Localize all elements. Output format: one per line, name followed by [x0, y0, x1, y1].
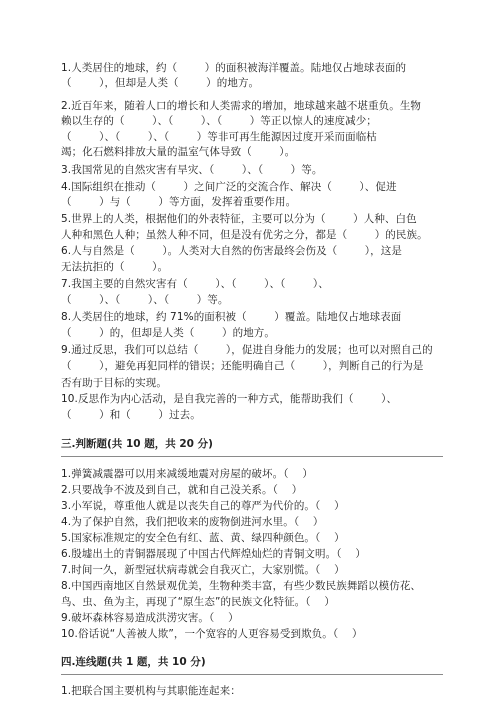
section-divider	[61, 456, 443, 457]
question-line: 7.时间一久，新型冠状病毒就会自我灭亡，大家别慌。（ ）	[61, 564, 345, 576]
fill-line: 2.近百年来，随着人口的增长和人类需求的增加，地球越来越不堪重负。生物	[61, 100, 422, 112]
question-line: 1.把联合国主要机构与其职能连起来：	[61, 685, 241, 697]
question-line: 3.小军说，尊重他人就是以丧失自己的尊严为代价的。（ ）	[61, 500, 345, 512]
fill-line: （ ）与（ ）等方面，发挥着重要作用。	[61, 196, 297, 208]
fill-line: 9.通过反思，我们可以总结（ ），促进自身能力的发展；也可以对照自己的	[61, 344, 433, 356]
fill-line: （ ）、（ ）、（ ）等。	[61, 294, 229, 306]
fill-line: （ ）、（ ）、（ ）等非可再生能源因过度开采而面临枯	[61, 131, 377, 143]
fill-line: （ ），但却是人类（ ）的地方。	[61, 77, 260, 89]
fill-line: （ ）和（ ）过去。	[61, 409, 201, 421]
question-line: 9.破坏森林容易造成洪涝灾害。（ ）	[61, 612, 239, 624]
fill-line: 赖以生存的（ ）、（ ）、（ ）等正以惊人的速度减少；	[61, 115, 377, 127]
fill-line: 10.反思作为内心活动，是自我完善的一种方式，能帮助我们（ ）、	[61, 393, 398, 405]
fill-line: （ ），避免再犯同样的错误；还能明确自己（ ），判断自己的行为是	[61, 360, 424, 372]
section-title: 三.判断题(共 10 题，共 20 分)	[61, 438, 213, 450]
fill-line: 否有助于目标的实现。	[61, 377, 167, 389]
section-divider	[61, 674, 443, 675]
fill-line: 竭；化石燃料排放大量的温室气体导致（ ）。	[61, 146, 296, 158]
question-line: 10.俗话说“人善被人欺”，一个宽容的人更容易受到欺负。（ ）	[61, 628, 363, 640]
question-line: 6.殷墟出土的青铜器展现了中国古代辉煌灿烂的青铜文明。（ ）	[61, 548, 366, 560]
question-line: 鸟、虫、鱼为主，再现了“原生态”的民族文化特征。（ ）	[61, 596, 335, 608]
fill-line: 3.我国常见的自然灾害有旱灾、（ ）、（ ）等。	[61, 164, 323, 176]
fill-line: 1.人类居住的地球，约（ ）的面积被海洋覆盖。陆地仅占地球表面的	[61, 62, 407, 74]
fill-line: 5.世界上的人类，根据他们的外表特征，主要可以分为（ ）人种、白色	[61, 213, 417, 225]
section-title: 四.连线题(共 1 题，共 10 分)	[61, 656, 206, 668]
question-line: 4.为了保护自然，我们把收来的废物倒进河水里。（ ）	[61, 516, 324, 528]
fill-line: 7.我国主要的自然灾害有（ ）、（ ）、（ ）、	[61, 278, 329, 290]
question-line: 2.只要战争不波及到自己，就和自己没关系。（ ）	[61, 484, 303, 496]
fill-line: 8.人类居住的地球，约 71%的面积被（ ）覆盖。陆地仅占地球表面	[61, 311, 402, 323]
fill-line: （ ）的，但却是人类（ ）的地方。	[61, 327, 276, 339]
question-line: 5.国家标准规定的安全色有红、蓝、黄、绿四种颜色。（ ）	[61, 532, 345, 544]
question-line: 1.弹簧减震器可以用来减缓地震对房屋的破坏。（ ）	[61, 468, 313, 480]
fill-line: 人种和黑色人种；虽然人种不同，但是没有优劣之分，都是（ ）的民族。	[61, 229, 428, 241]
fill-line: 6.人与自然是（ ）。人类对大自然的伤害最终会伤及（ ），这是	[61, 245, 402, 257]
question-line: 8.中国西南地区自然景观优美，生物种类丰富，有些少数民族舞蹈以模仿花、	[61, 580, 422, 592]
fill-line: 4.国际组织在推动（ ）之间广泛的交流合作、解决（ ）、促进	[61, 181, 397, 193]
fill-line: 无法抗拒的（ ）。	[61, 261, 169, 273]
